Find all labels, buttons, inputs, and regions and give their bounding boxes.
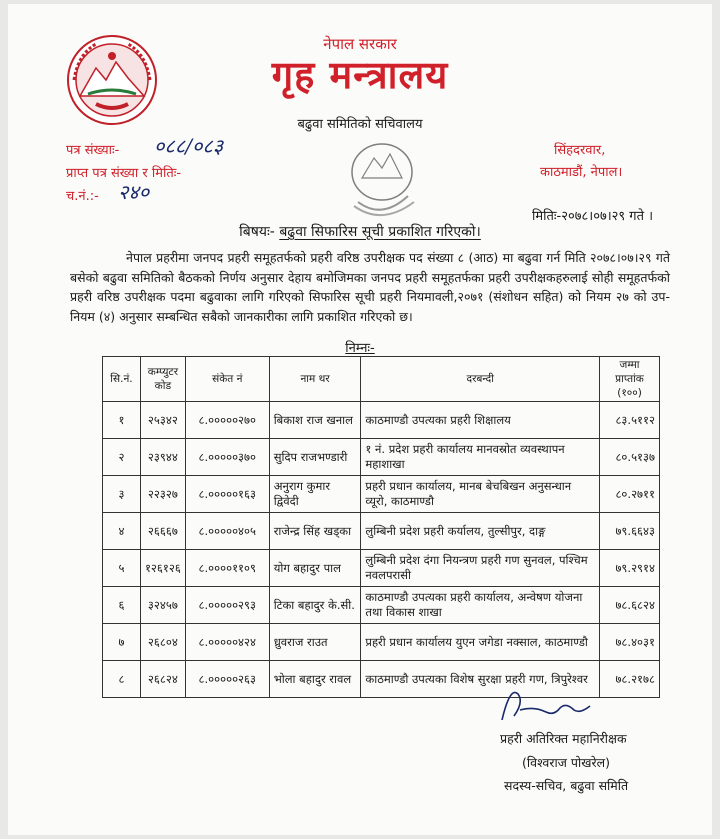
table-row [103, 402, 660, 439]
letter-date: मितिः-२०७८।०७।२९ गते । [532, 209, 654, 224]
address-line-1: सिंहदरवार, [554, 143, 606, 158]
cell-serial: ५ [103, 550, 141, 587]
header-post: दरबन्दी [361, 357, 600, 402]
cell-name: राजेन्द्र सिंह खड्का [269, 513, 361, 550]
table-row [103, 624, 660, 661]
dispatch-number-label: च.नं.:- [66, 189, 99, 204]
signatory-role: सदस्य-सचिव, बढुवा समिति [504, 778, 629, 793]
cell-name: योग बहादुर पाल [269, 550, 361, 587]
cell-symbol-number: ८.००००११०९ [185, 550, 269, 587]
list-heading-text: निम्नः- [345, 341, 375, 356]
cell-total-score: ७९.२९१४ [600, 550, 660, 587]
header-serial: सि.नं. [103, 357, 141, 402]
cell-post: लुम्बिनी प्रदेश दंगा नियन्त्रण प्रहरी गण सुनवल, पश्चिम नवलपरासी [361, 550, 600, 587]
cell-total-score: ८०.५१३७ [600, 439, 660, 476]
cell-post: प्रहरी प्रधान कार्यालय, मानब बेचबिखन अनुसन्धान व्यूरो, काठमाण्डौ [361, 476, 600, 513]
address-line-2: काठमाडौं, नेपाल। [540, 165, 623, 180]
cell-symbol-number: ८.०००००२९३ [185, 587, 269, 624]
table-row [103, 550, 660, 587]
cell-total-score: ८०.२७११ [600, 476, 660, 513]
cell-symbol-number: ८.०००००२७० [185, 402, 269, 439]
cell-computer-code: २६६६७ [140, 513, 185, 550]
cell-name: भोला बहादुर रावल [269, 661, 361, 698]
cell-name: ध्रुवराज राउत [269, 624, 361, 661]
cell-computer-code: २५३४२ [140, 402, 185, 439]
secretariat-subtitle: बढुवा समितिको सचिवालय [297, 117, 423, 132]
cell-name: सुदिप राजभण्डारी [269, 439, 361, 476]
cell-name: बिकाश राज खनाल [269, 402, 361, 439]
subject-text: बढुवा सिफारिस सूची प्रकाशित गरिएको। [279, 224, 481, 240]
cell-post: १ नं. प्रदेश प्रहरी कार्यालय मानवस्रोत व्यवस्थापन महाशाखा [361, 439, 600, 476]
cell-post: काठमाण्डौ उपत्यका विशेष सुरक्षा प्रहरी गण, त्रिपुरेश्वर [361, 661, 600, 698]
cell-computer-code: २२३२७ [140, 476, 185, 513]
cell-serial: ६ [103, 587, 141, 624]
header-name: नाम थर [269, 357, 361, 402]
cell-computer-code: २३९४४ [140, 439, 185, 476]
signature-icon [494, 676, 614, 726]
cell-symbol-number: ८.०००००२६३ [185, 661, 269, 698]
cell-computer-code: १२६१२६ [140, 550, 185, 587]
cell-post: काठमाण्डौ उपत्यका प्रहरी कार्यालय, अन्वेषण योजना तथा विकास शाखा [361, 587, 600, 624]
list-heading [8, 338, 712, 356]
cell-computer-code: ३२४५७ [140, 587, 185, 624]
recommendation-table [102, 356, 660, 698]
letter-page [8, 4, 712, 835]
table-header-row [103, 357, 660, 402]
cell-total-score: ७८.२१७८ [600, 661, 660, 698]
header-total-score: जम्मा प्राप्तांक (१००) [600, 357, 660, 402]
body-paragraph: नेपाल प्रहरीमा जनपद प्रहरी समूहतर्फको प्रहरी वरिष्ठ उपरीक्षक पद संख्या ८ (आठ) मा बढुवा गर्न मिति २०७८।०७।२९ गते बसेको बढुवा समितिको बैठकको निर्णय अनुसार देहाय बमोजिमका जनपद प्रहरी समूहतर्फका प्रहरी उपरीक्षकहरुलाई सोही समूहतर्फको प्रहरी वरिष्ठ उपरीक्षक पदमा बढुवाका लागि गरिएको सिफारिस सूची प्रहरी नियमावली,२०७१ (संशोधन सहित) को नियम २७ को उप-नियम (४) अनुसार सम्बन्धित सबैको जानकारीका लागि प्रकाशित गरिएको छ। [70, 250, 670, 324]
dispatch-number-value: २४० [118, 180, 150, 204]
header-symbol-number: संकेत नं [185, 357, 269, 402]
cell-total-score: ७९.६६४३ [600, 513, 660, 550]
cell-serial: ८ [103, 661, 141, 698]
cell-symbol-number: ८.०००००४०५ [185, 513, 269, 550]
cell-serial: १ [103, 402, 141, 439]
cell-name: अनुराग कुमार द्विवेदी [269, 476, 361, 513]
cell-total-score: ८३.५११२ [600, 402, 660, 439]
cell-symbol-number: ८.०००००१६३ [185, 476, 269, 513]
cell-name: टिका बहादुर के.सी. [269, 587, 361, 624]
received-letter-label: प्राप्त पत्र संख्या र मितिः- [66, 166, 182, 181]
table-row [103, 476, 660, 513]
cell-symbol-number: ८.०००००३७० [185, 439, 269, 476]
cell-total-score: ७८.६८२४ [600, 587, 660, 624]
cell-serial: ७ [103, 624, 141, 661]
cell-computer-code: २६८०४ [140, 624, 185, 661]
signatory-title: प्रहरी अतिरिक्त महानिरीक्षक [500, 731, 627, 746]
cell-serial: २ [103, 439, 141, 476]
cell-serial: ४ [103, 513, 141, 550]
ministry-seal-stamp [334, 132, 430, 222]
cell-total-score: ७८.४०३१ [600, 624, 660, 661]
cell-post: प्रहरी प्रधान कार्यालय युएन जगेडा नक्साल, काठमाण्डौ [361, 624, 600, 661]
subject-label: बिषयः- [239, 224, 275, 240]
cell-post: लुम्बिनी प्रदेश प्रहरी कर्यालय, तुल्सीपुर, दाङ्ग [361, 513, 600, 550]
table-row [103, 513, 660, 550]
government-heading: नेपाल सरकार [323, 35, 397, 53]
table-row [103, 439, 660, 476]
cell-computer-code: २६८२४ [140, 661, 185, 698]
table-row [103, 587, 660, 624]
ministry-title: गृह मन्त्रालय [271, 53, 449, 97]
cell-serial: ३ [103, 476, 141, 513]
signatory-name: (विश्वराज पोखरेल) [522, 755, 610, 770]
cell-post: काठमाण्डौ उपत्यका प्रहरी शिक्षालय [361, 402, 600, 439]
cell-symbol-number: ८.०००००४२४ [185, 624, 269, 661]
letter-number-value: ०८८/०८३ [154, 134, 224, 158]
subject-line [8, 222, 712, 241]
header-computer-code: कम्प्युटर कोड [140, 357, 185, 402]
letter-number-label: पत्र संख्याः- [66, 143, 120, 158]
